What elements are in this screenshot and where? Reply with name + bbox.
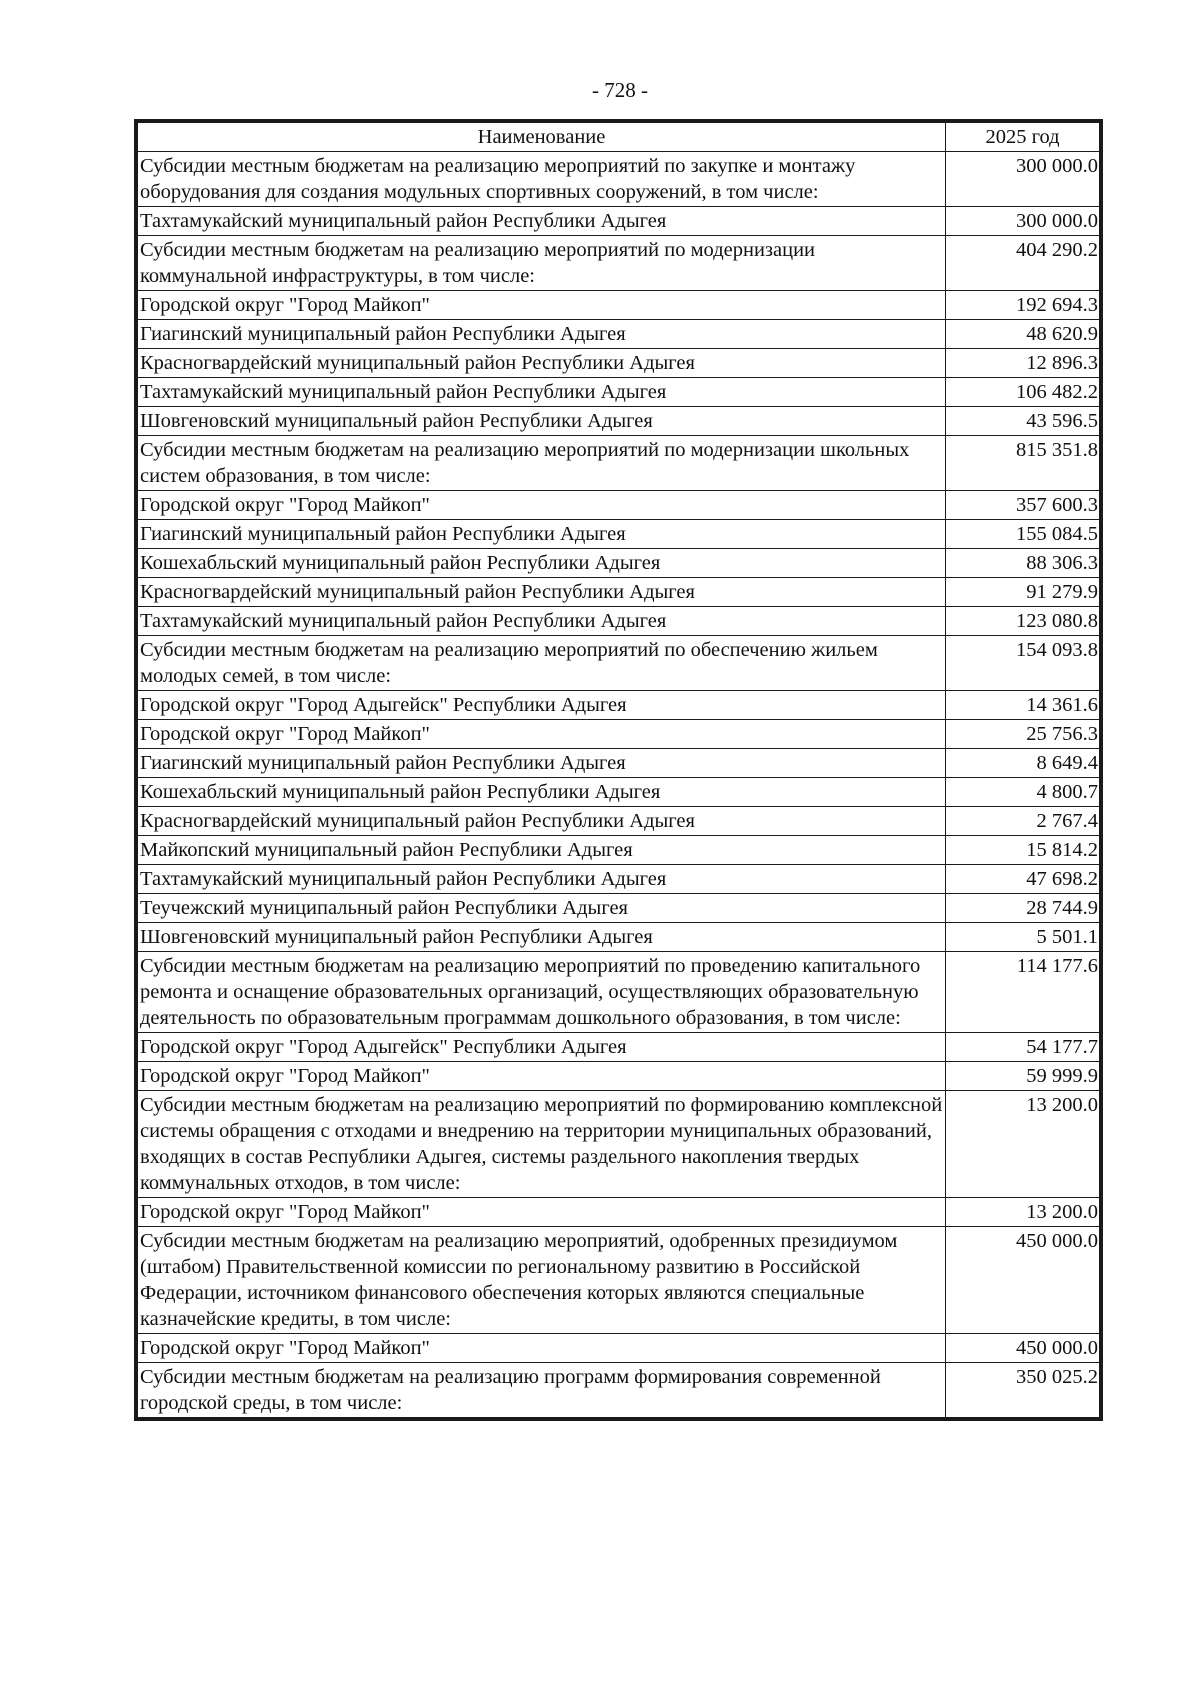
- row-name: Городской округ "Город Майкоп": [138, 491, 946, 520]
- table-row: [138, 1091, 1100, 1198]
- row-value: 106 482.2: [946, 378, 1100, 407]
- row-name: Городской округ "Город Майкоп": [138, 1198, 946, 1227]
- row-value: 192 694.3: [946, 291, 1100, 320]
- row-value: 54 177.7: [946, 1033, 1100, 1062]
- row-value: 12 896.3: [946, 349, 1100, 378]
- row-name: Кошехабльский муниципальный район Республики Адыгея: [138, 778, 946, 807]
- page-number: - 728 -: [592, 78, 648, 102]
- row-name: Шовгеновский муниципальный район Республики Адыгея: [138, 407, 946, 436]
- table-row: [138, 378, 1100, 407]
- row-value: 155 084.5: [946, 520, 1100, 549]
- row-name: Городской округ "Город Майкоп": [138, 720, 946, 749]
- row-name: Городской округ "Город Адыгейск" Республики Адыгея: [138, 1033, 946, 1062]
- row-value: 300 000.0: [946, 152, 1100, 207]
- table-row: [138, 491, 1100, 520]
- table-row: [138, 291, 1100, 320]
- row-name: Субсидии местным бюджетам на реализацию мероприятий, одобренных президиумом (штабом) Правительственной комиссии по региональному развитию в Российской Федерации, источником финансового обеспечения которых являются специальные казначейские кредиты, в том числе:: [138, 1227, 946, 1334]
- row-name: Субсидии местным бюджетам на реализацию мероприятий по формированию комплексной системы обращения с отходами и внедрению на территории муниципальных образований, входящих в состав Республики Адыгея, системы раздельного накопления твердых коммунальных отходов, в том числе:: [138, 1091, 946, 1198]
- table-row: [138, 865, 1100, 894]
- row-value: 47 698.2: [946, 865, 1100, 894]
- row-value: 59 999.9: [946, 1062, 1100, 1091]
- row-value: 13 200.0: [946, 1091, 1100, 1198]
- table-row: [138, 720, 1100, 749]
- table-row: [138, 952, 1100, 1033]
- row-name: Теучежский муниципальный район Республики Адыгея: [138, 894, 946, 923]
- table-row: [138, 349, 1100, 378]
- row-name: Гиагинский муниципальный район Республики Адыгея: [138, 749, 946, 778]
- table-row: [138, 636, 1100, 691]
- row-name: Гиагинский муниципальный район Республики Адыгея: [138, 320, 946, 349]
- row-value: 2 767.4: [946, 807, 1100, 836]
- row-name: Субсидии местным бюджетам на реализацию программ формирования современной городской среды, в том числе:: [138, 1363, 946, 1418]
- row-name: Кошехабльский муниципальный район Республики Адыгея: [138, 549, 946, 578]
- row-value: 14 361.6: [946, 691, 1100, 720]
- row-name: Тахтамукайский муниципальный район Республики Адыгея: [138, 607, 946, 636]
- table-row: [138, 1334, 1100, 1363]
- row-name: Городской округ "Город Майкоп": [138, 291, 946, 320]
- budget-table-container: [134, 119, 1103, 1421]
- row-name: Красногвардейский муниципальный район Республики Адыгея: [138, 578, 946, 607]
- table-row: [138, 1363, 1100, 1418]
- row-name: Гиагинский муниципальный район Республики Адыгея: [138, 520, 946, 549]
- row-value: 43 596.5: [946, 407, 1100, 436]
- row-name: Городской округ "Город Адыгейск" Республики Адыгея: [138, 691, 946, 720]
- table-row: [138, 1062, 1100, 1091]
- header-name: Наименование: [138, 123, 946, 152]
- row-name: Тахтамукайский муниципальный район Республики Адыгея: [138, 378, 946, 407]
- row-name: Субсидии местным бюджетам на реализацию мероприятий по проведению капитального ремонта и оснащение образовательных организаций, осуществляющих образовательную деятельность по образовательным программам дошкольного образования, в том числе:: [138, 952, 946, 1033]
- table-header-row: [138, 123, 1100, 152]
- row-value: 350 025.2: [946, 1363, 1100, 1418]
- row-name: Тахтамукайский муниципальный район Республики Адыгея: [138, 207, 946, 236]
- row-name: Майкопский муниципальный район Республики Адыгея: [138, 836, 946, 865]
- row-value: 25 756.3: [946, 720, 1100, 749]
- row-value: 15 814.2: [946, 836, 1100, 865]
- table-row: [138, 607, 1100, 636]
- table-row: [138, 836, 1100, 865]
- row-name: Субсидии местным бюджетам на реализацию мероприятий по закупке и монтажу оборудования для создания модульных спортивных сооружений, в том числе:: [138, 152, 946, 207]
- budget-table: [137, 122, 1100, 1418]
- row-name: Городской округ "Город Майкоп": [138, 1334, 946, 1363]
- table-row: [138, 407, 1100, 436]
- row-name: Красногвардейский муниципальный район Республики Адыгея: [138, 349, 946, 378]
- row-name: Шовгеновский муниципальный район Республики Адыгея: [138, 923, 946, 952]
- row-name: Красногвардейский муниципальный район Республики Адыгея: [138, 807, 946, 836]
- row-value: 13 200.0: [946, 1198, 1100, 1227]
- row-value: 154 093.8: [946, 636, 1100, 691]
- row-value: 5 501.1: [946, 923, 1100, 952]
- row-value: 8 649.4: [946, 749, 1100, 778]
- row-value: 4 800.7: [946, 778, 1100, 807]
- row-name: Субсидии местным бюджетам на реализацию мероприятий по обеспечению жильем молодых семей, в том числе:: [138, 636, 946, 691]
- row-value: 88 306.3: [946, 549, 1100, 578]
- table-row: [138, 207, 1100, 236]
- table-row: [138, 894, 1100, 923]
- row-name: Субсидии местным бюджетам на реализацию мероприятий по модернизации коммунальной инфраструктуры, в том числе:: [138, 236, 946, 291]
- table-row: [138, 1227, 1100, 1334]
- table-row: [138, 778, 1100, 807]
- table-row: [138, 1198, 1100, 1227]
- row-value: 114 177.6: [946, 952, 1100, 1033]
- row-value: 91 279.9: [946, 578, 1100, 607]
- row-value: 123 080.8: [946, 607, 1100, 636]
- table-row: [138, 520, 1100, 549]
- table-row: [138, 436, 1100, 491]
- row-value: 815 351.8: [946, 436, 1100, 491]
- row-value: 450 000.0: [946, 1334, 1100, 1363]
- table-row: [138, 749, 1100, 778]
- table-row: [138, 549, 1100, 578]
- table-row: [138, 578, 1100, 607]
- row-value: 28 744.9: [946, 894, 1100, 923]
- table-row: [138, 1033, 1100, 1062]
- table-row: [138, 691, 1100, 720]
- row-name: Субсидии местным бюджетам на реализацию мероприятий по модернизации школьных систем образования, в том числе:: [138, 436, 946, 491]
- row-value: 357 600.3: [946, 491, 1100, 520]
- table-row: [138, 236, 1100, 291]
- header-year: 2025 год: [946, 123, 1100, 152]
- table-body: [138, 152, 1100, 1418]
- table-row: [138, 152, 1100, 207]
- table-row: [138, 923, 1100, 952]
- row-name: Городской округ "Город Майкоп": [138, 1062, 946, 1091]
- table-row: [138, 807, 1100, 836]
- row-value: 48 620.9: [946, 320, 1100, 349]
- row-value: 404 290.2: [946, 236, 1100, 291]
- row-value: 450 000.0: [946, 1227, 1100, 1334]
- row-name: Тахтамукайский муниципальный район Республики Адыгея: [138, 865, 946, 894]
- table-row: [138, 320, 1100, 349]
- row-value: 300 000.0: [946, 207, 1100, 236]
